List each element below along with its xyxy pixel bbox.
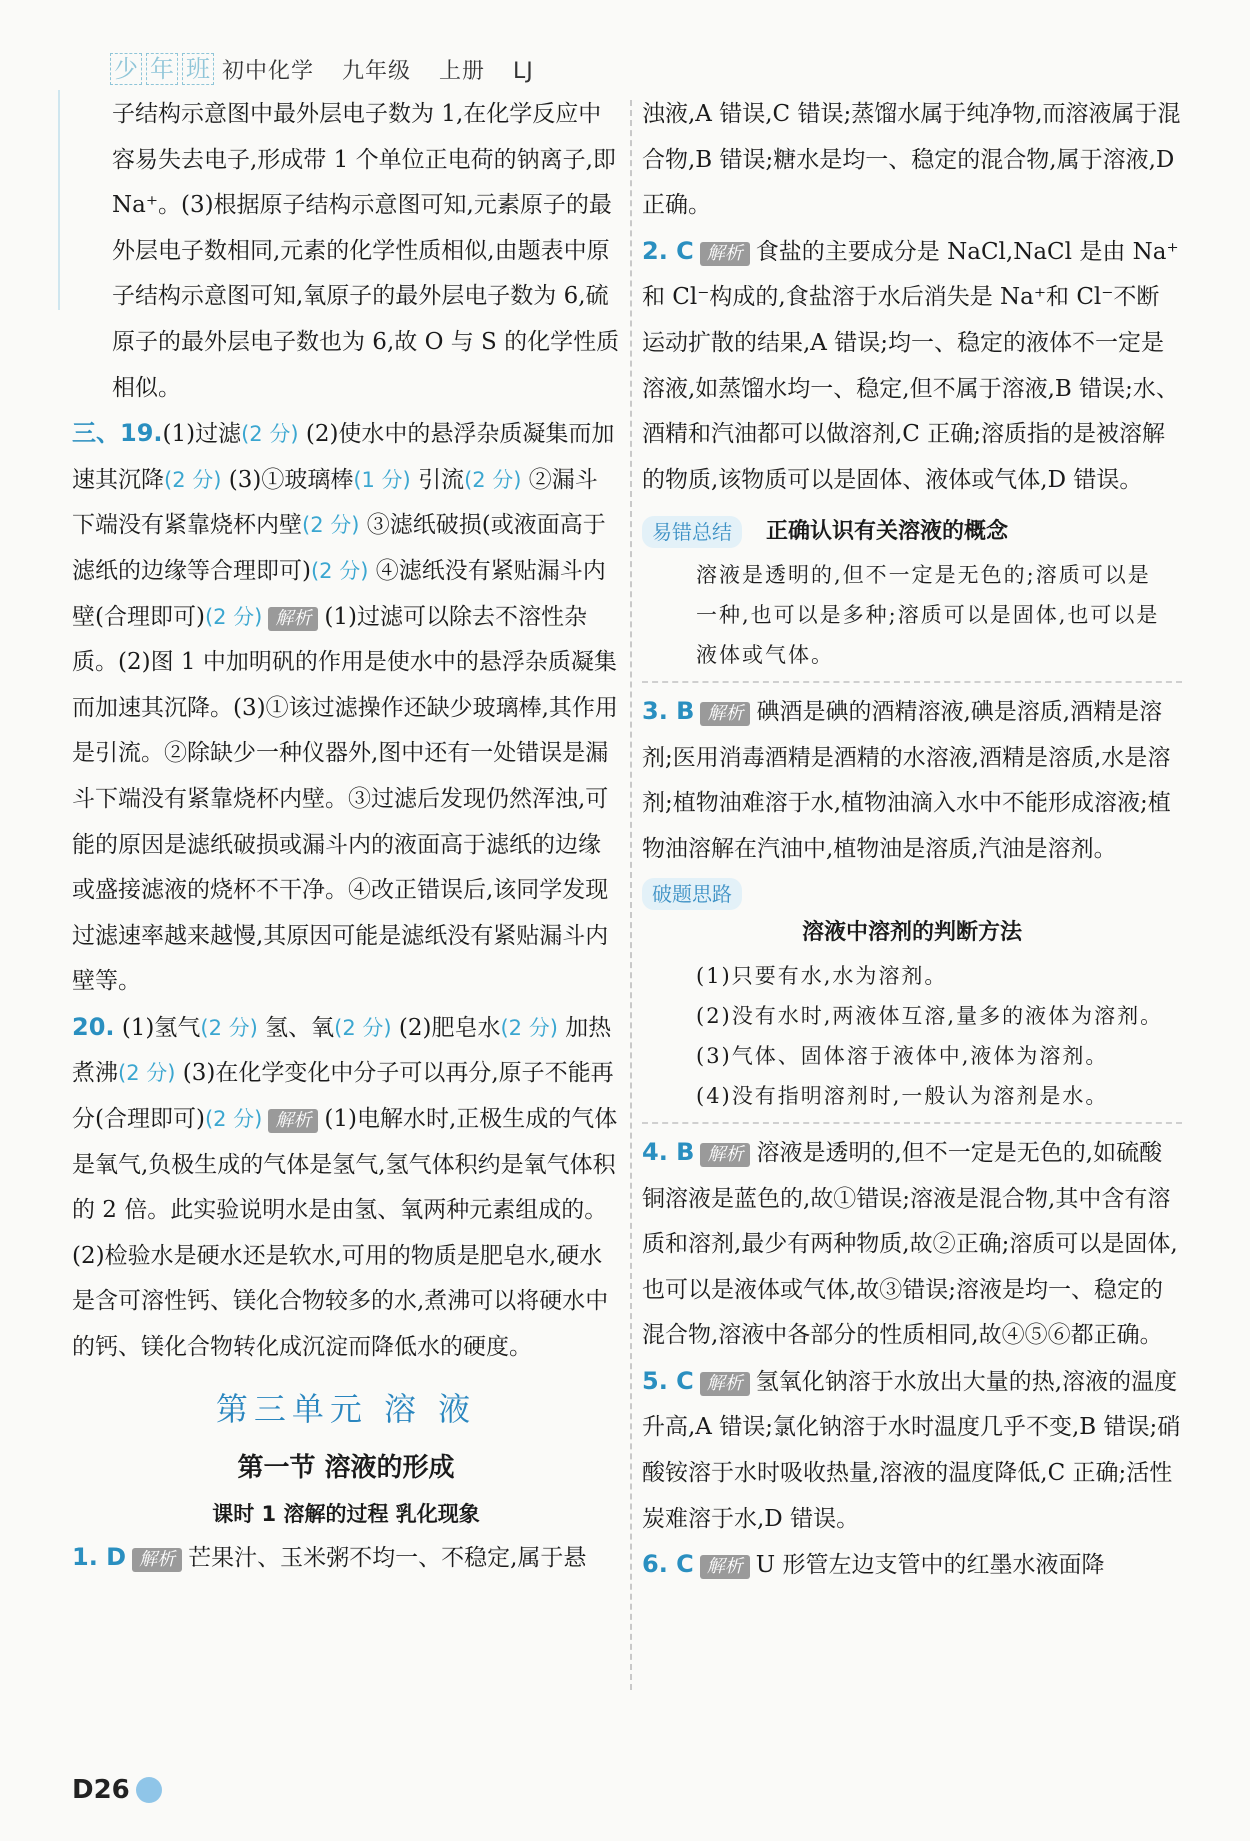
question-19: [72, 411, 620, 1005]
answer-text: 引流: [418, 466, 465, 493]
analysis-text: U 形管左边支管中的红墨水液面降: [755, 1552, 1105, 1579]
answer-text: (1)氢气: [121, 1014, 201, 1041]
score-label: (2 分): [204, 1107, 263, 1132]
answer-text: ④滤纸没有紧贴漏斗内壁(合理即可): [72, 557, 606, 630]
analysis-text: (1)电解水时,正极生成的气体是氧气,负极生成的气体是氢气,氢气体积约是氧气体积的 2 倍。此实验说明水是由氢、氧两种元素组成的。(2)检验水是硬水还是软水,可用的物质是肥皂水,硬水是含可溶性钙、镁化合物较多的水,煮沸可以将硬水中的钙、镁化合物转化成沉淀而降低水的硬度。: [72, 1106, 618, 1361]
unit-title: 第三单元 溶 液: [215, 1389, 477, 1428]
tip-line: (4)没有指明溶剂时,一般认为溶剂是水。: [696, 1083, 1109, 1108]
score-label: (2 分): [241, 422, 299, 447]
answer-text: ③滤纸破损(或液面高于滤纸的边缘等合理即可): [72, 512, 606, 584]
analysis-tag: 解析: [268, 1109, 318, 1133]
brand-char: 年: [146, 53, 178, 85]
score-label: (2 分): [204, 604, 263, 629]
question-number: 4. B: [642, 1137, 695, 1166]
question-number: 2. C: [642, 236, 694, 265]
analysis-tag: 解析: [700, 702, 750, 726]
page-number: D26: [72, 1775, 130, 1805]
analysis-text: 食盐的主要成分是 NaCl,NaCl 是由 Na⁺和 Cl⁻构成的,食盐溶于水后消失是 Na⁺和 Cl⁻不断运动扩散的结果,A 错误;均一、稳定的液体不一定是溶液,如蒸馏水均一、稳定,但不属于溶液,B 错误;水、酒精和汽油都可以做溶剂,C 正确;溶质指的是被溶解的物质,该物质可以是固体、液体或气体,D 错误。: [642, 238, 1179, 493]
header-volume: 上册: [439, 58, 486, 84]
page-header: [110, 52, 562, 86]
tip-box-approach: [642, 878, 1182, 1124]
decorative-line: [58, 90, 60, 310]
analysis-text: 碘酒是碘的酒精溶液,碘是溶质,酒精是溶剂;医用消毒酒精是酒精的水溶液,酒精是溶质,水是溶剂;植物油难溶于水,植物油滴入水中不能形成溶液;植物油溶解在汽油中,植物油是溶质,汽油是溶剂。: [642, 698, 1171, 862]
tip-line: (3)气体、固体溶于液体中,液体为溶剂。: [696, 1043, 1109, 1068]
answer-text: (2)使水中的悬浮杂质凝集而加速其沉降: [72, 421, 615, 493]
answer-text: 加热煮沸: [72, 1014, 612, 1087]
answer-text: (1)过滤: [162, 421, 242, 448]
tip-body: [642, 956, 1182, 1116]
analysis-tag: 解析: [700, 1372, 750, 1396]
tip-body: [642, 555, 1182, 675]
question-5: [642, 1359, 1182, 1542]
analysis-tag: 解析: [132, 1548, 182, 1572]
tip-title: 正确认识有关溶液的概念: [766, 519, 1009, 545]
analysis-tag: 解析: [700, 1143, 750, 1167]
question-20: [72, 1005, 620, 1371]
score-label: (2 分): [164, 467, 222, 492]
column-divider: [630, 100, 632, 1690]
brand-char: 班: [182, 53, 214, 85]
answer-text: (2)肥皂水: [398, 1014, 501, 1041]
analysis-tag: 解析: [268, 607, 318, 631]
question-number: 6. C: [642, 1550, 694, 1579]
header-info: [222, 54, 562, 85]
score-label: (2 分): [302, 513, 360, 538]
left-column: [72, 92, 620, 1581]
score-label: (2 分): [500, 1015, 558, 1040]
answer-text: (3)在化学变化中分子可以再分,原子不能再分(合理即可): [72, 1060, 614, 1133]
lesson-title: 课时 1 溶解的过程 乳化现象: [212, 1501, 480, 1526]
tip-header: [642, 509, 1182, 555]
question-number: 3. B: [642, 696, 695, 725]
page-footer: [72, 1775, 162, 1805]
section-title: 第一节 溶液的形成: [237, 1452, 455, 1483]
header-grade: 九年级: [342, 58, 412, 84]
tip-label: 易错总结: [642, 516, 742, 548]
right-column: [642, 92, 1182, 1589]
bubble-icon: [136, 1777, 162, 1803]
answer-text: ②漏斗下端没有紧靠烧杯内壁: [72, 466, 598, 539]
question-1: [72, 1535, 620, 1582]
score-label: (1 分): [353, 467, 411, 492]
score-label: (2 分): [334, 1015, 392, 1040]
paragraph: 子结构示意图中最外层电子数为 1,在化学反应中容易失去电子,形成带 1 个单位正电荷的钠离子,即 Na⁺。(3)根据原子结构示意图可知,元素原子的最外层电子数相同,元素的化学性质相似,由题表中原子结构示意图可知,氧原子的最外层电子数为 6,硫原子的最外层电子数也为 6,故 O 与 S 的化学性质相似。: [112, 101, 620, 401]
score-label: (2 分): [310, 558, 369, 583]
question-number: 三、19.: [72, 419, 163, 448]
paragraph: 浊液,A 错误,C 错误;蒸馏水属于纯净物,而溶液属于混合物,B 错误;糖水是均一、稳定的混合物,属于溶液,D 正确。: [642, 101, 1181, 219]
analysis-tag: 解析: [700, 1555, 750, 1579]
tip-text: 溶液是透明的,但不一定是无色的;溶质可以是一种,也可以是多种;溶质可以是固体,也可以是液体或气体。: [696, 562, 1160, 667]
brand-logo: [110, 53, 214, 85]
question-number: 20.: [72, 1012, 115, 1041]
tip-header: [642, 878, 1182, 910]
question-2: [642, 229, 1182, 504]
question-3: [642, 689, 1182, 872]
score-label: (2 分): [118, 1061, 176, 1086]
question-number: 5. C: [642, 1366, 694, 1395]
tip-line: (1)只要有水,水为溶剂。: [696, 963, 948, 988]
analysis-text: (1)过滤可以除去不溶性杂质。(2)图 1 中加明矾的作用是使水中的悬浮杂质凝集而加速其沉降。(3)①该过滤操作还缺少玻璃棒,其作用是引流。②除缺少一种仪器外,图中还有一处错误是漏斗下端没有紧靠烧杯内壁。③过滤后发现仍然浑浊,可能的原因是滤纸破损或漏斗内的液面高于滤纸的边缘或盛接滤液的烧杯不干净。④改正错误后,该同学发现过滤速率越来越慢,其原因可能是滤纸没有紧贴漏斗内壁等。: [72, 603, 618, 995]
question-6: [642, 1542, 1182, 1589]
analysis-text: 氢氧化钠溶于水放出大量的热,溶液的温度升高,A 错误;氯化钠溶于水时温度几乎不变,B 错误;硝酸铵溶于水时吸收热量,溶液的温度降低,C 正确;活性炭难溶于水,D 错误。: [642, 1368, 1181, 1532]
question-number: 1. D: [72, 1542, 127, 1571]
header-edition: LJ: [513, 58, 534, 84]
tip-title: 溶液中溶剂的判断方法: [801, 920, 1022, 946]
score-label: (2 分): [200, 1015, 258, 1040]
analysis-text: 溶液是透明的,但不一定是无色的,如硫酸铜溶液是蓝色的,故①错误;溶液是混合物,其中含有溶质和溶剂,最少有两种物质,故②正确;溶质可以是固体,也可以是液体或气体,故③错误;溶液是均一、稳定的混合物,溶液中各部分的性质相同,故④⑤⑥都正确。: [642, 1139, 1178, 1349]
tip-box-mistakes: [642, 509, 1182, 683]
tip-line: (2)没有水时,两液体互溶,量多的液体为溶剂。: [696, 1003, 1164, 1028]
analysis-text: 芒果汁、玉米粥不均一、不稳定,属于悬: [188, 1544, 587, 1571]
tip-label: 破题思路: [642, 878, 742, 910]
answer-text: 氢、氧: [265, 1014, 335, 1041]
score-label: (2 分): [464, 467, 522, 492]
analysis-tag: 解析: [700, 242, 750, 266]
question-4: [642, 1130, 1182, 1359]
brand-char: 少: [110, 53, 142, 85]
answer-text: (3)①玻璃棒: [228, 466, 354, 493]
header-subject: 初中化学: [222, 58, 315, 84]
